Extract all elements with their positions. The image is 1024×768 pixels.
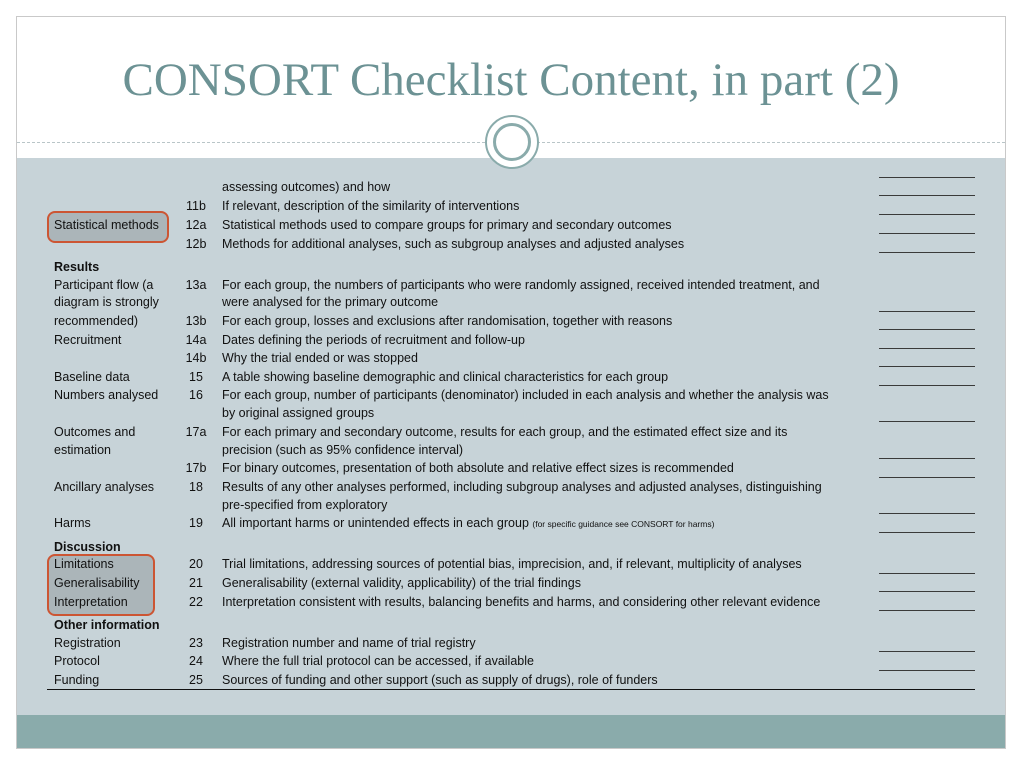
- row-item-number: 13a: [185, 278, 207, 292]
- row-description: Interpretation consistent with results, balancing benefits and harms, and considering other relevant evidence: [222, 595, 821, 609]
- row-item-number: 22: [189, 595, 203, 609]
- row-item-number: 13b: [185, 314, 207, 328]
- row-description: For binary outcomes, presentation of both absolute and relative effect sizes is recommended: [222, 461, 734, 475]
- row-label: Interpretation: [54, 595, 128, 609]
- row-description: Generalisability (external validity, applicability) of the trial findings: [222, 576, 581, 590]
- row-item-number: 19: [189, 516, 203, 530]
- row-description: Dates defining the periods of recruitment and follow-up: [222, 333, 525, 347]
- row-label: Ancillary analyses: [54, 480, 155, 494]
- row-item-number: 12a: [185, 218, 207, 232]
- row-label: Generalisability: [54, 576, 140, 590]
- slide: [16, 16, 1006, 749]
- row-label: recommended): [54, 314, 139, 328]
- footer-band: [17, 715, 1005, 749]
- row-description: If relevant, description of the similarity of interventions: [222, 199, 520, 213]
- row-label: Participant flow (a: [54, 278, 154, 292]
- row-item-number: 23: [189, 636, 203, 650]
- row-description: by original assigned groups: [222, 406, 375, 420]
- row-item-number: 17b: [185, 461, 207, 475]
- row-item-number: 14b: [185, 351, 207, 365]
- row-description: Statistical methods used to compare groups for primary and secondary outcomes: [222, 218, 672, 232]
- row-description: precision (such as 95% confidence interval): [222, 443, 464, 457]
- row-description: Sources of funding and other support (such as supply of drugs), role of funders: [222, 673, 658, 687]
- row-description: A table showing baseline demographic and clinical characteristics for each group: [222, 370, 669, 384]
- row-description: Where the full trial protocol can be accessed, if available: [222, 654, 534, 668]
- row-item-number: 14a: [185, 333, 207, 347]
- section-heading-discussion: Discussion: [54, 540, 121, 554]
- row-label: Protocol: [54, 654, 100, 668]
- row-description: For each group, number of participants (denominator) included in each analysis and whether the analysis was: [222, 388, 829, 402]
- row-description: Methods for additional analyses, such as subgroup analyses and adjusted analyses: [222, 237, 685, 251]
- row-description: Results of any other analyses performed, including subgroup analyses and adjusted analyses, distinguishing: [222, 480, 822, 494]
- row-item-number: 15: [189, 370, 203, 384]
- row-label: Registration: [54, 636, 121, 650]
- row-description: Registration number and name of trial registry: [222, 636, 476, 650]
- slide-title: CONSORT Checklist Content, in part (2): [122, 54, 900, 106]
- row-item-number: 24: [189, 654, 203, 668]
- row-description: Trial limitations, addressing sources of potential bias, imprecision, and, if relevant, multiplicity of analyses: [222, 557, 802, 571]
- row-label: Recruitment: [54, 333, 122, 347]
- section-heading-other-information: Other information: [54, 618, 160, 632]
- row-label: Outcomes and: [54, 425, 136, 439]
- row-item-number: 12b: [185, 237, 207, 251]
- row-description: For each group, the numbers of participants who were randomly assigned, received intended treatment, and: [222, 278, 820, 292]
- row-item-number: 18: [189, 480, 203, 494]
- row-label: diagram is strongly: [54, 295, 159, 309]
- row-label: Numbers analysed: [54, 388, 159, 402]
- row-label: estimation: [54, 443, 111, 457]
- row-item-number: 11b: [186, 199, 206, 213]
- row-label: Statistical methods: [54, 218, 159, 232]
- row-description: For each group, losses and exclusions after randomisation, together with reasons: [222, 314, 673, 328]
- row-item-number: 17a: [185, 425, 207, 439]
- row-item-number: 25: [189, 673, 203, 687]
- row-label: Baseline data: [54, 370, 130, 384]
- row-label: Limitations: [54, 557, 114, 571]
- circle-ornament-inner: [493, 123, 531, 161]
- harms-guidance-note: (for specific guidance see CONSORT for harms): [532, 519, 715, 529]
- row-description: assessing outcomes) and how: [222, 180, 391, 194]
- row-description: pre-specified from exploratory: [222, 498, 388, 512]
- row-description-text: All important harms or unintended effects in each group: [222, 516, 529, 530]
- row-description: For each primary and secondary outcome, results for each group, and the estimated effect size and its: [222, 425, 788, 439]
- circle-ornament-icon: [485, 115, 539, 169]
- row-label: Harms: [54, 516, 91, 530]
- row-label: Funding: [54, 673, 100, 687]
- row-item-number: 16: [189, 388, 203, 402]
- content-area: [17, 158, 1005, 715]
- section-heading-results: Results: [54, 260, 100, 274]
- row-item-number: 21: [189, 576, 203, 590]
- row-item-number: 20: [189, 557, 203, 571]
- row-description: were analysed for the primary outcome: [222, 295, 439, 309]
- row-description: Why the trial ended or was stopped: [222, 351, 418, 365]
